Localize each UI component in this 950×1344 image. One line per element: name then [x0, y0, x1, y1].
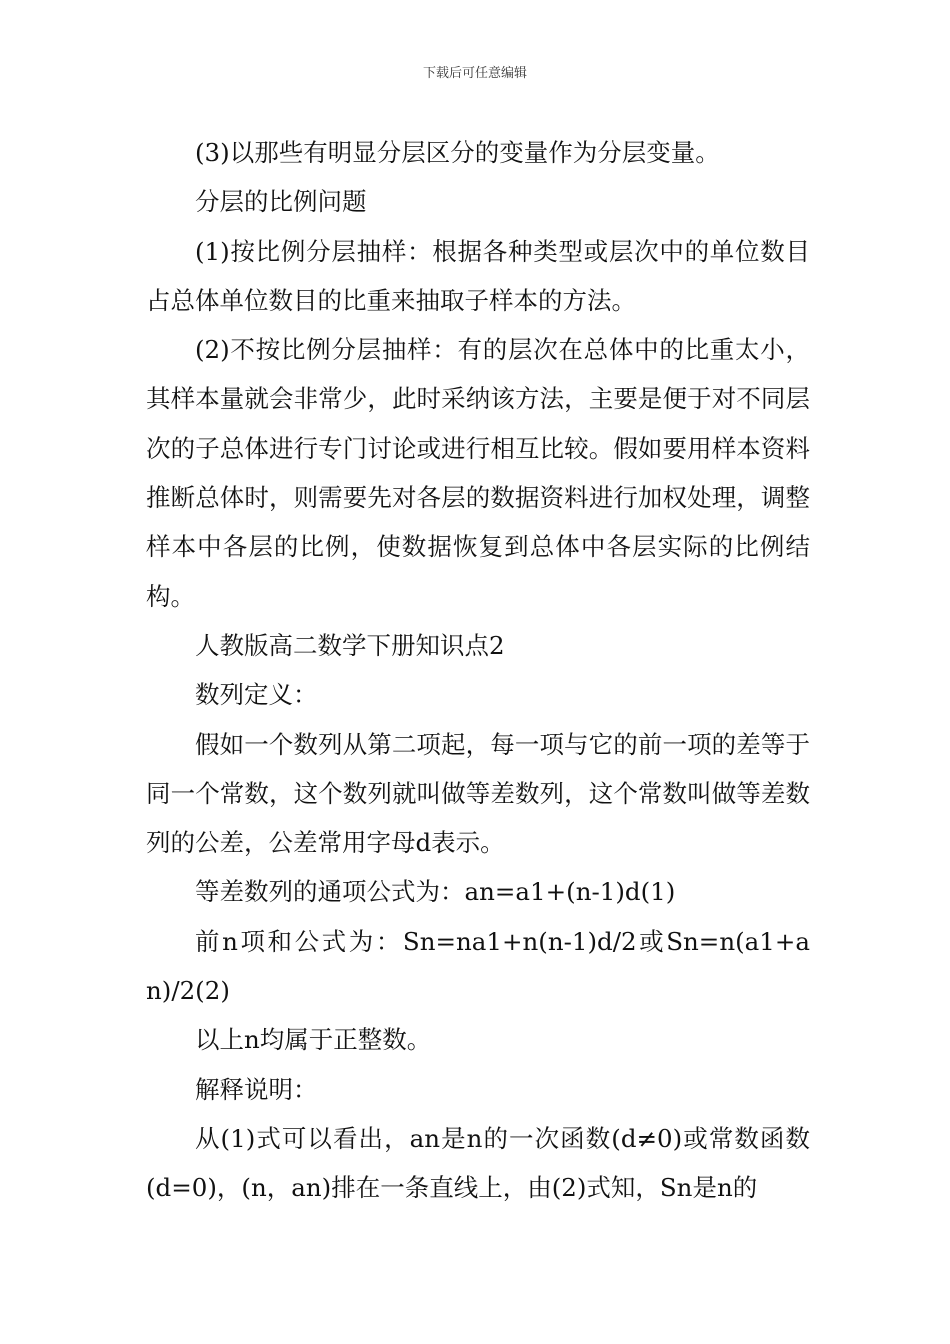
paragraph-sequence-definition-label: 数列定义：: [195, 680, 318, 710]
paragraph-arithmetic-sequence-definition: 假如一个数列从第二项起，每一项与它的前一项的差等于同一个常数，这个数列就叫做等差数列，这个常数叫做等差数列的公差，公差常用字母d表示。: [146, 729, 810, 858]
paragraph-sum-formula: 前n项和公式为：Sn=na1+n(n-1)d/2或Sn=n(a1+an)/2(2): [146, 926, 810, 1006]
paragraph-heading-ratio: 分层的比例问题: [195, 187, 367, 217]
paragraph-stratification-variable: (3)以那些有明显分层区分的变量作为分层变量。: [195, 138, 720, 167]
paragraph-explanation-text: 从(1)式可以看出，an是n的一次函数(d≠0)或常数函数(d=0)，(n，an)排在一条直线上，由(2)式知，Sn是n的: [146, 1123, 810, 1203]
paragraph-proportional-sampling: (1)按比例分层抽样：根据各种类型或层次中的单位数目占总体单位数目的比重来抽取子样本的方法。: [146, 236, 810, 315]
paragraph-general-term-formula: 等差数列的通项公式为：an=a1+(n-1)d(1): [195, 877, 676, 907]
paragraph-section-title: 人教版高二数学下册知识点2: [195, 630, 505, 660]
paragraph-positive-integer-note: 以上n均属于正整数。: [195, 1025, 432, 1055]
page-header: 下载后可任意编辑: [422, 66, 527, 81]
document-body: [146, 128, 810, 1213]
paragraph-disproportional-sampling: (2)不按比例分层抽样：有的层次在总体中的比重太小，其样本量就会非常少，此时采纳该方法，主要是便于对不同层次的子总体进行专门讨论或进行相互比较。假如要用样本资料推断总体时，则需要先对各层的数据资料进行加权处理，调整样本中各层的比例，使数据恢复到总体中各层实际的比例结构。: [146, 335, 810, 611]
paragraph-explanation-label: 解释说明：: [195, 1074, 318, 1104]
